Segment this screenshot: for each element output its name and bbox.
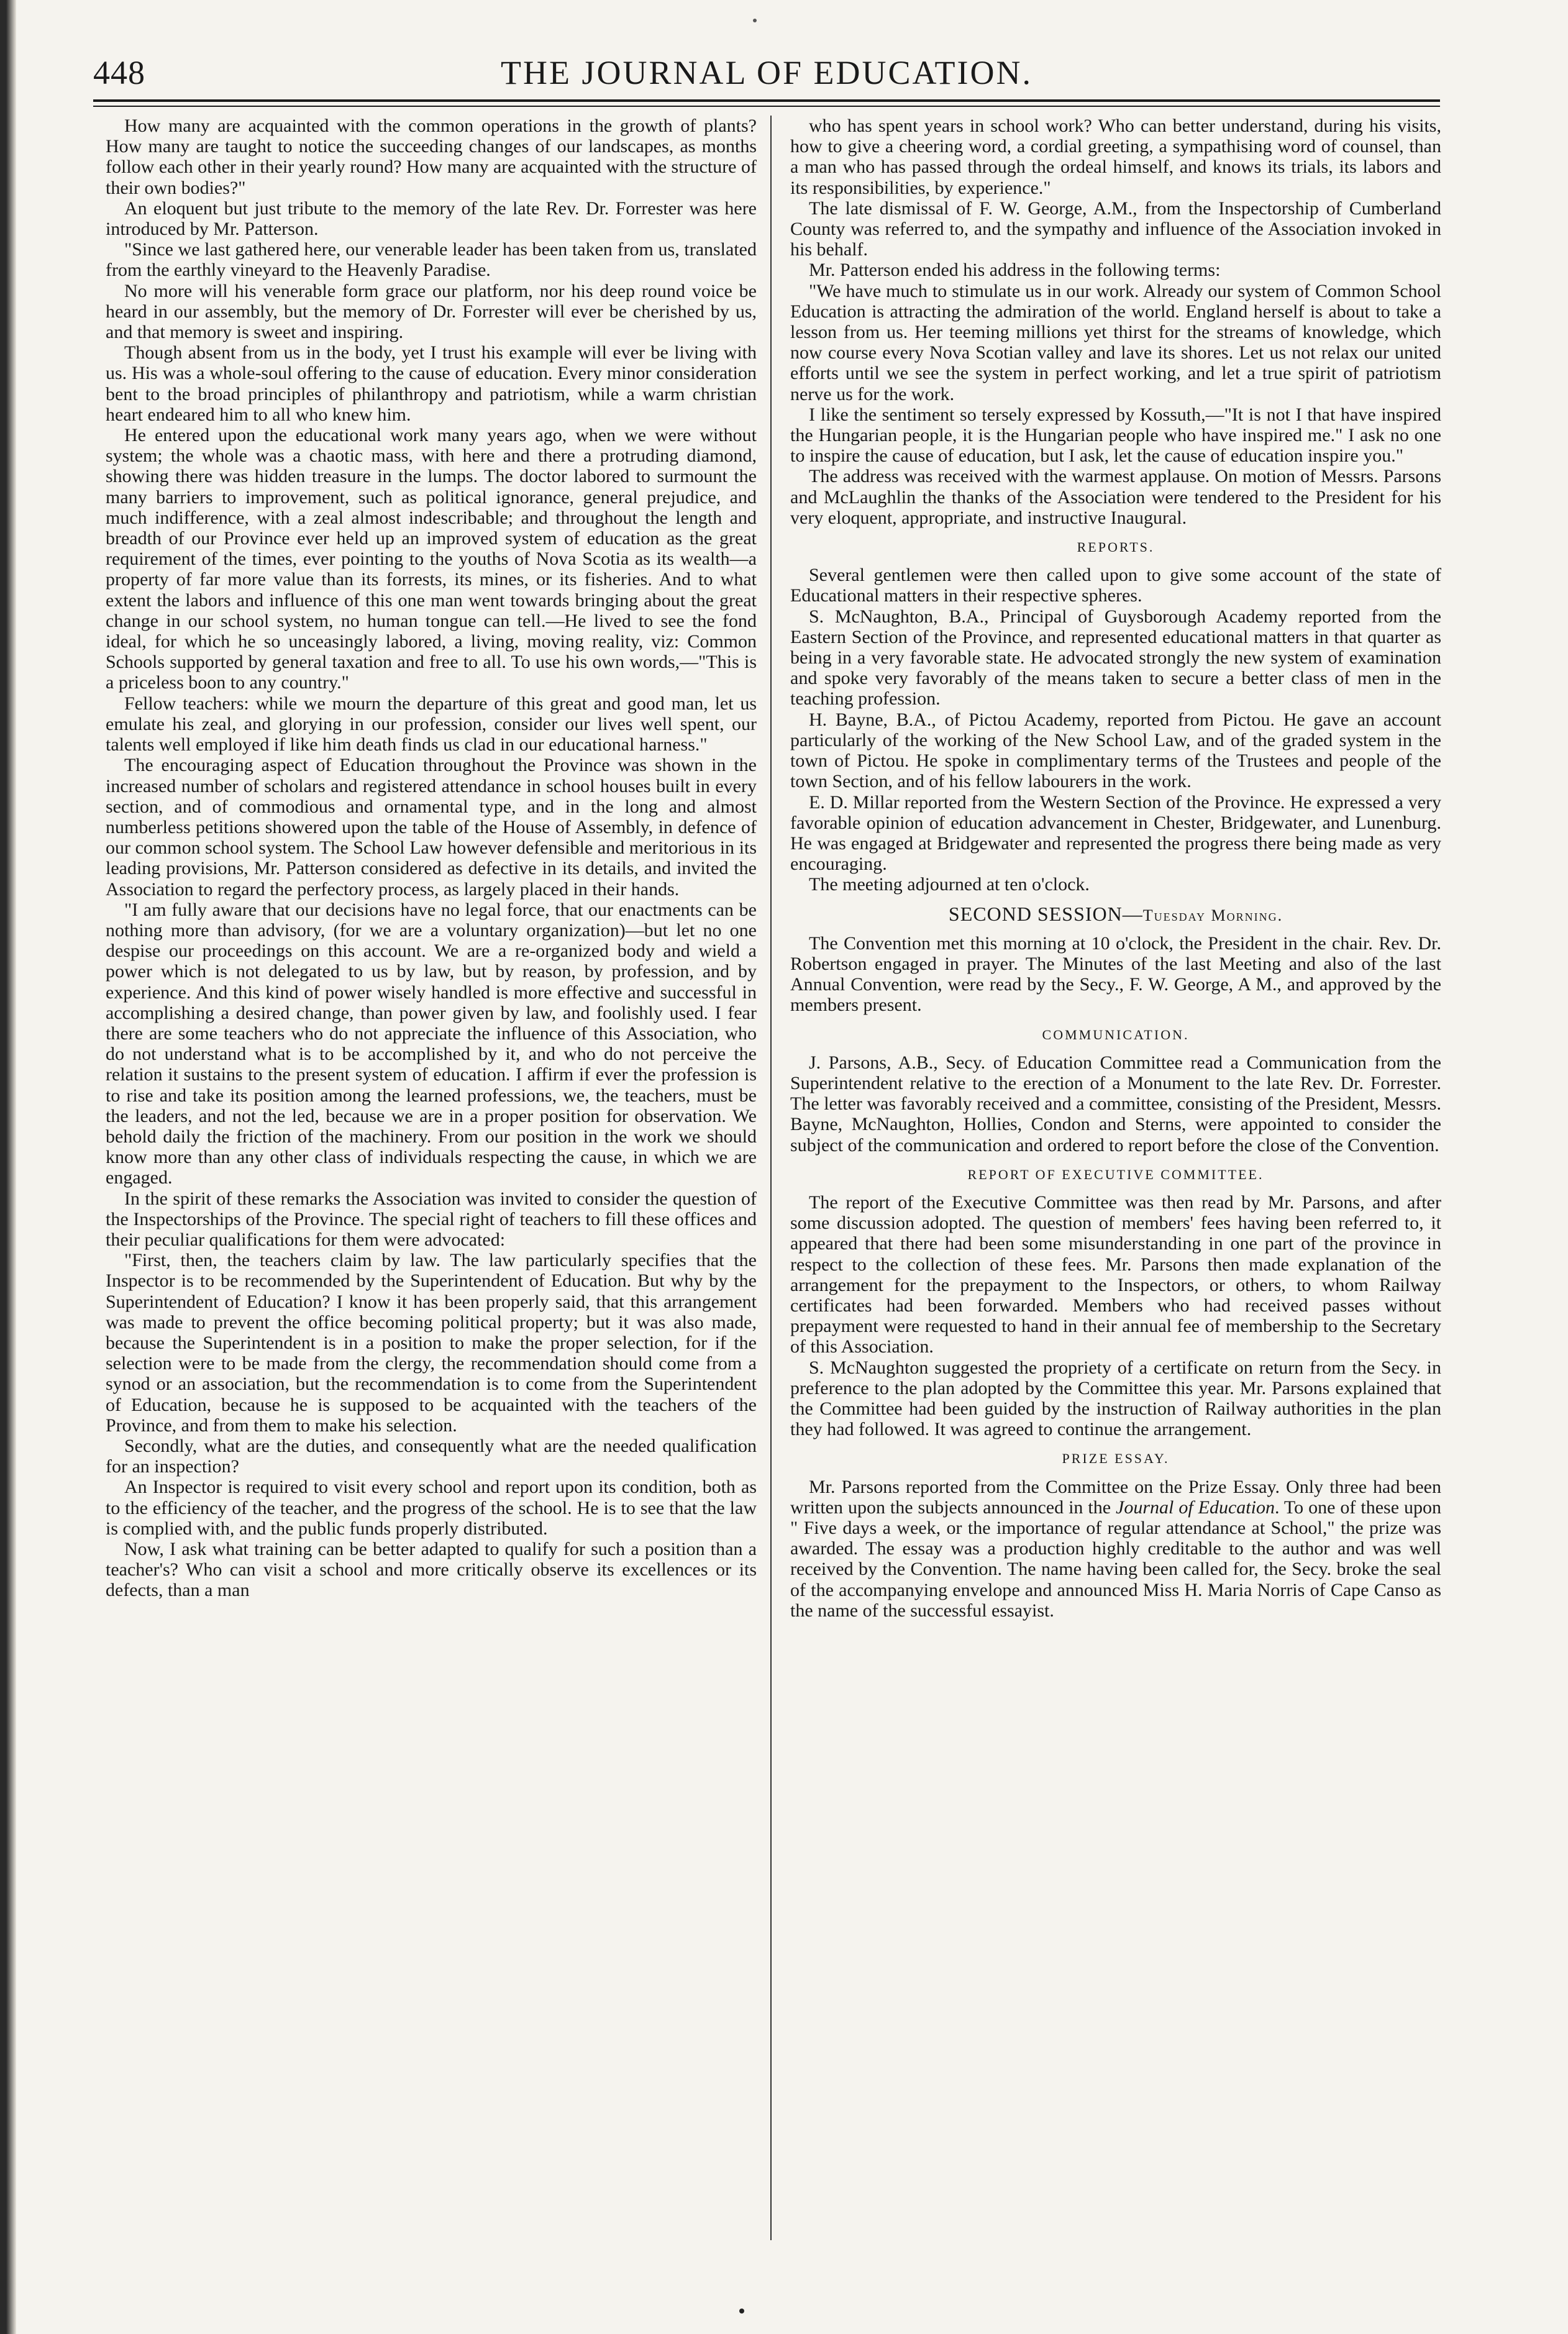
paragraph: The report of the Executive Committee was then read by Mr. Parsons, and after some discussion adopted. The question of members' fees having been referred to, it appeared that there had been some misunderstanding in one part of the province in respect to the collection of these fees. Mr. Parsons then made explanation of the arrangement for the prepayment to the Inspectors, or others, to whom Railway certificates had been forwarded. Members who had received passes without prepayment were requested to hand in their annual fee of membership to the Secretary of this Association. (790, 1192, 1441, 1357)
second-session-subtitle: Tuesday Morning. (1142, 906, 1283, 924)
second-session-heading (790, 904, 1441, 926)
print-speck-bottom (739, 2309, 744, 2313)
paragraph: No more will his venerable form grace our platform, nor his deep round voice be heard in our assembly, but the memory of Dr. Forrester will ever be cherished by us, and that memory is sweet and inspiring. (106, 280, 757, 343)
page-binding-edge (0, 0, 16, 2334)
paragraph: The Convention met this morning at 10 o'clock, the President in the chair. Rev. Dr. Robertson engaged in prayer. The Minutes of the last Meeting and also of the last Annual Convention, were read by the Secy., F. W. George, A M., and approved by the members present. (790, 932, 1441, 1016)
communication-heading: COMMUNICATION. (1042, 1026, 1190, 1042)
header-rule-thick (93, 99, 1440, 102)
paragraph: Mr. Patterson ended his address in the following terms: (809, 260, 1221, 281)
reports-heading: REPORTS. (1077, 539, 1155, 555)
second-session-section (790, 933, 1441, 1016)
prize-essay-text-end: . To one of these upon " Five days a week, or the importance of regular attendance at School," the prize was awarded. The essay was a production highly creditable to the author and was well received by the Convention. The name having been called for, the Secy. broke the seal of the accompanying envelope and announced Miss H. Maria Norris of Cape Canso as the name of the successful essayist. (790, 1497, 1441, 1621)
paragraph: "We have much to stimulate us in our work. Already our system of Common School Education is attracting the admiration of the world. England herself is about to take a lesson from us. Her teeming millions yet thirst for the streams of knowledge, which now course every Nova Scotian valley and lave its shores. Let us not relax our united efforts until we see the system in perfect working, and let a true spirit of patriotism nerve us for the work. (790, 280, 1441, 404)
paragraph: S. McNaughton suggested the propriety of a certificate on return from the Secy. in preference to the plan adopted by the Committee this year. Mr. Parsons explained that the Committee had been guided by the instruction of Railway authorities in the plan they had followed. It was agreed to continue the arrangement. (790, 1357, 1441, 1440)
prize-essay-paragraph (790, 1477, 1441, 1621)
header-rule-thin (93, 106, 1440, 107)
paragraph: An Inspector is required to visit every school and report upon its condition, both as to the efficiency of the teacher, and the progress of the school. He is to see that the law is complied with, and the public funds properly distributed. (106, 1477, 757, 1539)
communication-section (790, 1052, 1441, 1156)
executive-committee-heading: REPORT OF EXECUTIVE COMMITTEE. (967, 1166, 1264, 1182)
print-speck (753, 19, 757, 22)
reports-section (790, 565, 1441, 895)
inaugural-continued (790, 116, 1441, 528)
right-column (790, 116, 1441, 2240)
prize-essay-heading: PRIZE ESSAY. (1062, 1451, 1170, 1467)
paragraph: H. Bayne, B.A., of Pictou Academy, reported from Pictou. He gave an account particularly of the working of the New School Law, and of the graded system in the town of Pictou. He spoke in complimentary terms of the Trustees and people of the town Section, and of his fellow labourers in the work. (790, 709, 1441, 792)
paragraph: Now, I ask what training can be better adapted to qualify for such a position than a teacher's? Who can visit a school and more critically observe its excellences or its defects, than a man (106, 1539, 757, 1601)
paragraph: Several gentlemen were then called upon to give some account of the state of Educational matters in their respective spheres. (790, 565, 1441, 606)
running-title: THE JOURNAL OF EDUCATION. (501, 54, 1032, 91)
prize-essay-text-start: Mr. Parsons reported from the Committee on the Prize Essay. Only three had been written upon the subjects announced in the (790, 1476, 1441, 1518)
page-number: 448 (93, 54, 145, 91)
paragraph: Secondly, what are the duties, and consequently what are the needed qualification for an inspection? (106, 1436, 757, 1477)
paragraph: He entered upon the educational work many years ago, when we were without system; the whole was a chaotic mass, with here and there a protruding diamond, showing there was hidden treasure in the lumps. The doctor labored to surmount the many barriers to improvement, such as political ignorance, general prejudice, and much indifference, with a zeal almost indescribable; and throughout the length and breadth of our Province ever held up an improved system of education as the great requirement of the times, ever pointing to the youths of Nova Scotia as its wealth—a property of far more value than its forrests, its mines, or its fisheries. And to what extent the labors and influence of this one man went towards bringing about the great change in our school system, no human tongue can tell.—He lived to see the fond ideal, for which he so unceasingly labored, a living, moving reality, viz: Common Schools supported by general taxation and free to all. To use his own words,—"This is a priceless boon to any country." (106, 425, 757, 693)
column-divider (770, 116, 772, 2240)
paragraph: S. McNaughton, B.A., Principal of Guysborough Academy reported from the Eastern Section of the Province, and represented educational matters in that quarter as being in a very favorable state. He advocated strongly the new system of examination and spoke very favorably of the means taken to secure a better class of men in the teaching profession. (790, 606, 1441, 709)
paragraph: The late dismissal of F. W. George, A.M., from the Inspectorship of Cumberland County was referred to, and the sympathy and influence of the Association invoked in his behalf. (790, 198, 1441, 260)
paragraph: An eloquent but just tribute to the memory of the late Rev. Dr. Forrester was here introduced by Mr. Patterson. (106, 198, 757, 240)
paragraph: E. D. Millar reported from the Western Section of the Province. He expressed a very favorable opinion of education advancement in Chester, Bridgewater, and Lunenburg. He was engaged at Bridgewater and represented the progress there being made as very encouraging. (790, 791, 1441, 875)
paragraph: who has spent years in school work? Who can better understand, during his visits, how to give a cheering word, a cordial greeting, a sympathising word of counsel, than a man who has passed through the ordeal himself, and knows its trials, its labors and its responsibilities, by experience." (790, 116, 1441, 198)
paragraph: "First, then, the teachers claim by law. The law particularly specifies that the Inspector is to be recommended by the Superintendent of Education. But why by the Superintendent of Education? I know it has been properly said, that this arrangement was made to prevent the office becoming political property; but it was also made, because the Superintendent is in a position to make the proper selection, for if the selection were to be made from the clergy, the recommendation should come from a synod or an association, but the recommendation is to come from the Superintendent of Education, because he is supposed to be acquainted with the teachers of the Province, and from them to make his selection. (106, 1250, 757, 1436)
paragraph: I like the sentiment so tersely expressed by Kossuth,—"It is not I that have inspired the Hungarian people, it is the Hungarian people who have inspired me." I ask no one to inspire the cause of education, but I ask, let the cause of education inspire you." (790, 404, 1441, 467)
paragraph: The encouraging aspect of Education throughout the Province was shown in the increased number of scholars and registered attendance in school houses built in every section, and of commodious and ornamental type, and in the long and almost numberless petitions showered upon the table of the House of Assembly, in defence of our common school system. The School Law however defensible and meritorious in its leading provisions, Mr. Patterson considered as defective in its details, and invited the Association to regard the perfectory process, as largely placed in their hands. (106, 755, 757, 900)
page-header (93, 51, 1440, 101)
paragraph: Fellow teachers: while we mourn the departure of this great and good man, let us emulate his zeal, and glorying in our profession, consider our lives well spent, our talents well employed if like him death finds us clad in our educational harness." (106, 693, 757, 755)
paragraph: In the spirit of these remarks the Association was invited to consider the question of the Inspectorships of the Province. The special right of teachers to fill these offices and their peculiar qualifications for them were advocated: (106, 1188, 757, 1250)
executive-committee-section (790, 1192, 1441, 1439)
paragraph: How many are acquainted with the common operations in the growth of plants? How many are taught to notice the succeeding changes of our landscapes, as months follow each other in their yearly round? How many are acquainted with the structure of their own bodies?" (106, 116, 757, 198)
paragraph: The meeting adjourned at ten o'clock. (809, 874, 1090, 895)
paragraph: "I am fully aware that our decisions have no legal force, that our enactments can be nothing more than advisory, (for we are a voluntary organization)—but let no one despise our proceedings on this account. We are a re-organized body and wield a power which is not delegated to us by law, but by reason, by profession, and by experience. And this kind of power wisely handled is more effective and successful in accomplishing a desired change, than power given by law, and foolishly used. I fear there are some teachers who do not appreciate the influence of this Association, who do not understand what is to be accomplished by it, and who do not perceive the relation it sustains to the present system of education. I affirm if ever the profession is to rise and take its position among the learned professions, we, the teachers, must be the leaders, and not the led, because we are in a proper position for observation. We behold daily the friction of the machinery. From our position in the work we should know more than any other class of individuals respecting the cause, in which we are engaged. (106, 899, 757, 1188)
journal-title-italic: Journal of Education (1116, 1497, 1275, 1518)
paragraph: "Since we last gathered here, our venerable leader has been taken from us, translated from the earthly vineyard to the Heavenly Paradise. (106, 239, 757, 281)
paragraph: J. Parsons, A.B., Secy. of Education Committee read a Communication from the Superintendent relative to the erection of a Monument to the late Rev. Dr. Forrester. The letter was favorably received and a committee, consisting of the President, Messrs. Bayne, McNaughton, Hollies, Condon and Sterns, were appointed to consider the subject of the communication and ordered to report before the close of the Convention. (790, 1052, 1441, 1156)
second-session-title: SECOND SESSION— (948, 902, 1143, 925)
paragraph: Though absent from us in the body, yet I trust his example will ever be living with us. His was a whole-soul offering to the cause of education. Every minor consideration bent to the broad principles of philanthropy and patriotism, while a warm christian heart endeared him to all who knew him. (106, 342, 757, 425)
paragraph: The address was received with the warmest applause. On motion of Messrs. Parsons and McLaughlin the thanks of the Association were tendered to the President for his very eloquent, appropriate, and instructive Inaugural. (790, 466, 1441, 528)
left-column (106, 116, 757, 2240)
